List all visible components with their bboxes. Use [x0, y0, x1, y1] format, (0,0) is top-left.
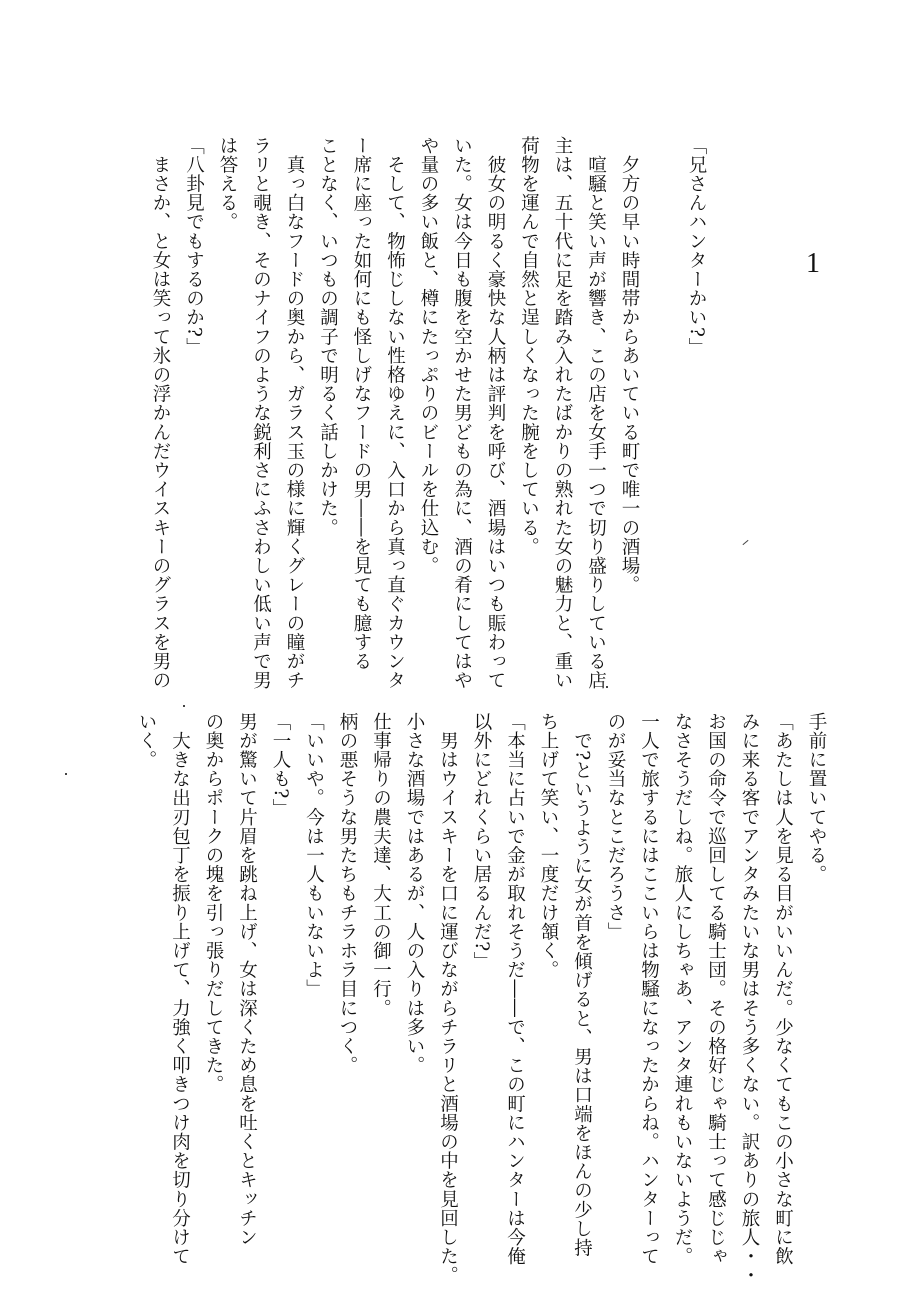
lower-text-block: [130, 712, 834, 1285]
text-line: みに来る客でアンタみたいな男はそう多くない。訳ありの旅人・・: [739, 712, 760, 1285]
text-line: まさか、と女は笑って氷の浮かんだウイスキーのグラスを男の: [150, 136, 171, 690]
text-line: ち上げて笑い、一度だけ頷く。: [538, 712, 559, 980]
text-line: ラリと覗き、そのナイフのような鋭利さにふさわしい低い声で男: [250, 136, 272, 690]
text-line: そして、物怖じしない性格ゆえに、入口から真っ直ぐカウンタ: [384, 136, 406, 690]
text-line: 「八卦見でもするのか?」: [183, 136, 205, 357]
text-line: 荷物を運んで自然と逞しくなった腕をしている。: [518, 136, 540, 557]
text-line: 大きな出刃包丁を振り上げて、力強く叩きつけ肉を切り分けて: [169, 712, 191, 1266]
text-line: のが妥当なとこだろうさ」: [605, 712, 626, 942]
text-line: 主は、五十代に足を踏み入れたばかりの熟れた女の魅力と、重い: [552, 136, 573, 690]
text-line: 一人で旅するにはここいらは物騒になったからね。ハンターって: [638, 712, 660, 1266]
text-line: 男はウイスキーを口に運びながらチラリと酒場の中を見回した。: [437, 712, 459, 1285]
text-line: ー席に座った如何にも怪しげなフードの男――を見ても臆する: [351, 136, 372, 671]
scan-speck: [742, 540, 748, 545]
text-line: の奥からポークの塊を引っ張りだしてきた。: [203, 712, 224, 1094]
text-line: 仕事帰りの農夫達、大工の御一行。: [370, 712, 392, 1018]
upper-text-block: [144, 136, 714, 690]
text-line: 以外にどれくらい居るんだ?」: [471, 712, 492, 971]
text-line: 夕方の早い時間帯からあいている町で唯一の酒場。: [619, 136, 640, 595]
text-line: 彼女の明るく豪快な人柄は評判を呼び、酒場はいつも賑わって: [485, 136, 506, 690]
text-line: お国の命令で巡回してる騎士団。その格好じゃ騎士って感じじゃ: [705, 712, 727, 1266]
scan-speck: [606, 686, 608, 688]
text-line: 男が驚いて片眉を跳ね上げ、女は深くため息を吐くとキッチン: [236, 712, 258, 1247]
text-line: 「いいや。今は一人もいないよ」: [303, 712, 325, 999]
text-line: 「兄さんハンターかい?」: [686, 136, 707, 357]
text-line: 「本当に占いで金が取れそうだ――で、この町にハンターは今俺: [504, 712, 526, 1266]
text-line: ことなく、いつもの調子で明るく話しかけた。: [317, 136, 339, 538]
text-line: 柄の悪そうな男たちもチラホラ目につく。: [337, 712, 358, 1075]
text-line: 小さな酒場ではあるが、人の入りは多い。: [404, 712, 425, 1075]
text-line: 喧騒と笑い声が響き、この店を女手一つで切り盛りしている店: [585, 136, 607, 690]
text-line: いた。女は今日も腹を空かせた男どもの為に、酒の肴にしてはや: [451, 136, 473, 690]
text-line: いく。: [136, 712, 157, 770]
text-line: 「あたしは人を見る目がいいんだ。少なくてもこの小さな町に飲: [772, 712, 794, 1266]
text-line: で?というように女が首を傾げると、男は口端をほんの少し持: [571, 712, 593, 1258]
text-line: なさそうだしね。旅人にしちゃあ、アンタ連れもいないようだ。: [672, 712, 693, 1266]
page-number: 1: [806, 248, 820, 279]
text-line: [646, 136, 680, 671]
text-line: 「一人も?」: [270, 712, 291, 819]
text-line: は答える。: [217, 136, 238, 232]
text-line: 手前に置いてやる。: [806, 712, 827, 884]
text-line: 真っ白なフードの奥から、ガラス玉の様に輝くグレーの瞳がチ: [284, 136, 305, 690]
scan-speck: [65, 773, 67, 775]
scan-speck: [183, 705, 185, 707]
text-line: や量の多い飯と、樽にたっぷりのビールを仕込む。: [418, 136, 439, 576]
